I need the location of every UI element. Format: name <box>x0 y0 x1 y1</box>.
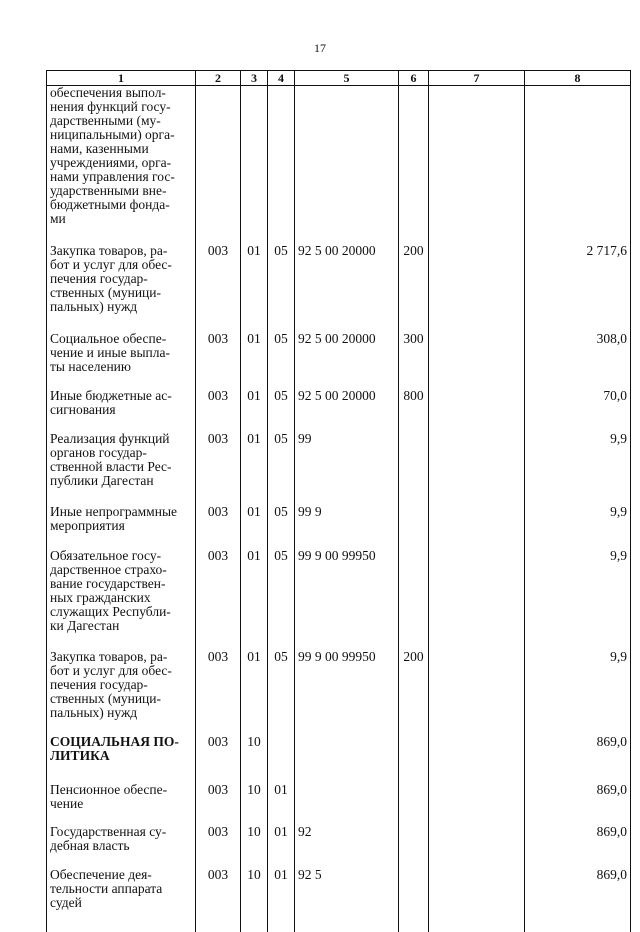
column-header: 7 <box>429 71 525 86</box>
row-code-subsection: 05 <box>268 650 295 735</box>
row-col7 <box>429 389 525 432</box>
row-amount: 869,0 <box>525 825 631 868</box>
row-name: Закупка товаров, ра- бот и услуг для обес- печения государ- ственных (муници- пальных) нужд <box>47 650 196 735</box>
row-code-target: 92 5 <box>295 868 399 918</box>
row-code-section: 01 <box>241 332 268 389</box>
row-code-subsection <box>268 86 295 245</box>
row-code-expense-type <box>399 868 429 918</box>
row-code-expense-type: 300 <box>399 332 429 389</box>
row-code-subsection: 01 <box>268 868 295 918</box>
row-col7 <box>429 332 525 389</box>
row-code-target: 92 5 00 20000 <box>295 332 399 389</box>
row-code-expense-type: 200 <box>399 244 429 332</box>
table-row <box>47 783 631 825</box>
row-col7 <box>429 432 525 505</box>
row-code-expense-type: 200 <box>399 650 429 735</box>
table-row <box>47 332 631 389</box>
row-code-subsection: 05 <box>268 244 295 332</box>
row-code-target <box>295 735 399 783</box>
row-col7 <box>429 735 525 783</box>
row-amount: 869,0 <box>525 868 631 918</box>
table-row <box>47 86 631 245</box>
row-code-subsection: 01 <box>268 783 295 825</box>
row-code-expense-type <box>399 86 429 245</box>
row-amount: 9,9 <box>525 650 631 735</box>
column-header: 2 <box>196 71 241 86</box>
row-code-target: 99 9 <box>295 505 399 549</box>
table-header-row <box>47 71 631 86</box>
row-amount: 9,9 <box>525 549 631 650</box>
row-code-section: 01 <box>241 549 268 650</box>
table-filler-row <box>47 918 631 932</box>
column-header: 4 <box>268 71 295 86</box>
row-code-ministry: 003 <box>196 868 241 918</box>
column-header: 5 <box>295 71 399 86</box>
row-code-expense-type <box>399 783 429 825</box>
row-code-target <box>295 783 399 825</box>
column-header: 8 <box>525 71 631 86</box>
row-code-section: 10 <box>241 868 268 918</box>
row-code-section: 01 <box>241 650 268 735</box>
row-code-expense-type <box>399 735 429 783</box>
table-row <box>47 549 631 650</box>
row-amount: 9,9 <box>525 432 631 505</box>
row-code-section: 01 <box>241 505 268 549</box>
row-code-target: 92 5 00 20000 <box>295 389 399 432</box>
row-col7 <box>429 86 525 245</box>
row-code-section: 10 <box>241 735 268 783</box>
row-code-subsection: 01 <box>268 825 295 868</box>
row-code-ministry: 003 <box>196 549 241 650</box>
row-amount: 9,9 <box>525 505 631 549</box>
row-code-target <box>295 86 399 245</box>
row-amount: 869,0 <box>525 783 631 825</box>
row-code-ministry <box>196 86 241 245</box>
table-row <box>47 650 631 735</box>
row-name: Пенсионное обеспе- чение <box>47 783 196 825</box>
row-code-section: 01 <box>241 389 268 432</box>
table-body <box>47 86 631 932</box>
row-name: Реализация функций органов государ- ственной власти Рес- публики Дагестан <box>47 432 196 505</box>
row-code-section: 01 <box>241 432 268 505</box>
row-col7 <box>429 825 525 868</box>
page-number: 17 <box>0 41 640 56</box>
row-code-ministry: 003 <box>196 735 241 783</box>
row-code-ministry: 003 <box>196 825 241 868</box>
row-code-ministry: 003 <box>196 332 241 389</box>
row-code-expense-type <box>399 432 429 505</box>
row-code-subsection: 05 <box>268 389 295 432</box>
row-code-ministry: 003 <box>196 389 241 432</box>
row-code-ministry: 003 <box>196 783 241 825</box>
row-code-expense-type: 800 <box>399 389 429 432</box>
row-amount <box>525 86 631 245</box>
row-name: Иные непрограммные мероприятия <box>47 505 196 549</box>
row-name: СОЦИАЛЬНАЯ ПО- ЛИТИКА <box>47 735 196 783</box>
row-col7 <box>429 650 525 735</box>
table-row <box>47 244 631 332</box>
row-code-section: 10 <box>241 825 268 868</box>
table-row <box>47 505 631 549</box>
row-code-subsection: 05 <box>268 549 295 650</box>
row-name: Государственная су- дебная власть <box>47 825 196 868</box>
row-name: Обязательное госу- дарственное страхо- вание государствен- ных гражданских служащих Республи- ки Дагестан <box>47 549 196 650</box>
row-code-subsection: 05 <box>268 432 295 505</box>
budget-table <box>46 70 631 932</box>
row-code-ministry: 003 <box>196 650 241 735</box>
row-amount: 308,0 <box>525 332 631 389</box>
row-name: обеспечения выпол- нения функций госу- дарственными (му- ниципальными) орга- нами, казенными учреждениями, орга- нами управления гос- ударственными вне- бюджетными фонда- ми <box>47 86 196 245</box>
column-header: 1 <box>47 71 196 86</box>
row-code-subsection: 05 <box>268 332 295 389</box>
row-name: Закупка товаров, ра- бот и услуг для обес- печения государ- ственных (муници- пальных) нужд <box>47 244 196 332</box>
table-row <box>47 825 631 868</box>
row-code-target: 99 9 00 99950 <box>295 549 399 650</box>
row-name: Обеспечение дея- тельности аппарата судей <box>47 868 196 918</box>
row-code-ministry: 003 <box>196 244 241 332</box>
row-code-subsection: 05 <box>268 505 295 549</box>
row-code-ministry: 003 <box>196 505 241 549</box>
table-row <box>47 735 631 783</box>
row-col7 <box>429 505 525 549</box>
row-code-subsection <box>268 735 295 783</box>
row-code-section <box>241 86 268 245</box>
row-col7 <box>429 244 525 332</box>
row-code-target: 92 <box>295 825 399 868</box>
table-row <box>47 432 631 505</box>
row-col7 <box>429 868 525 918</box>
table-row <box>47 868 631 918</box>
row-code-target: 99 9 00 99950 <box>295 650 399 735</box>
row-code-section: 01 <box>241 244 268 332</box>
row-amount: 869,0 <box>525 735 631 783</box>
row-amount: 2 717,6 <box>525 244 631 332</box>
row-code-section: 10 <box>241 783 268 825</box>
row-col7 <box>429 549 525 650</box>
row-code-expense-type <box>399 549 429 650</box>
row-code-target: 92 5 00 20000 <box>295 244 399 332</box>
row-name: Иные бюджетные ас- сигнования <box>47 389 196 432</box>
row-amount: 70,0 <box>525 389 631 432</box>
column-header: 3 <box>241 71 268 86</box>
row-code-expense-type <box>399 505 429 549</box>
row-col7 <box>429 783 525 825</box>
table-row <box>47 389 631 432</box>
row-name: Социальное обеспе- чение и иные выпла- ты населению <box>47 332 196 389</box>
row-code-ministry: 003 <box>196 432 241 505</box>
row-code-expense-type <box>399 825 429 868</box>
column-header: 6 <box>399 71 429 86</box>
row-code-target: 99 <box>295 432 399 505</box>
